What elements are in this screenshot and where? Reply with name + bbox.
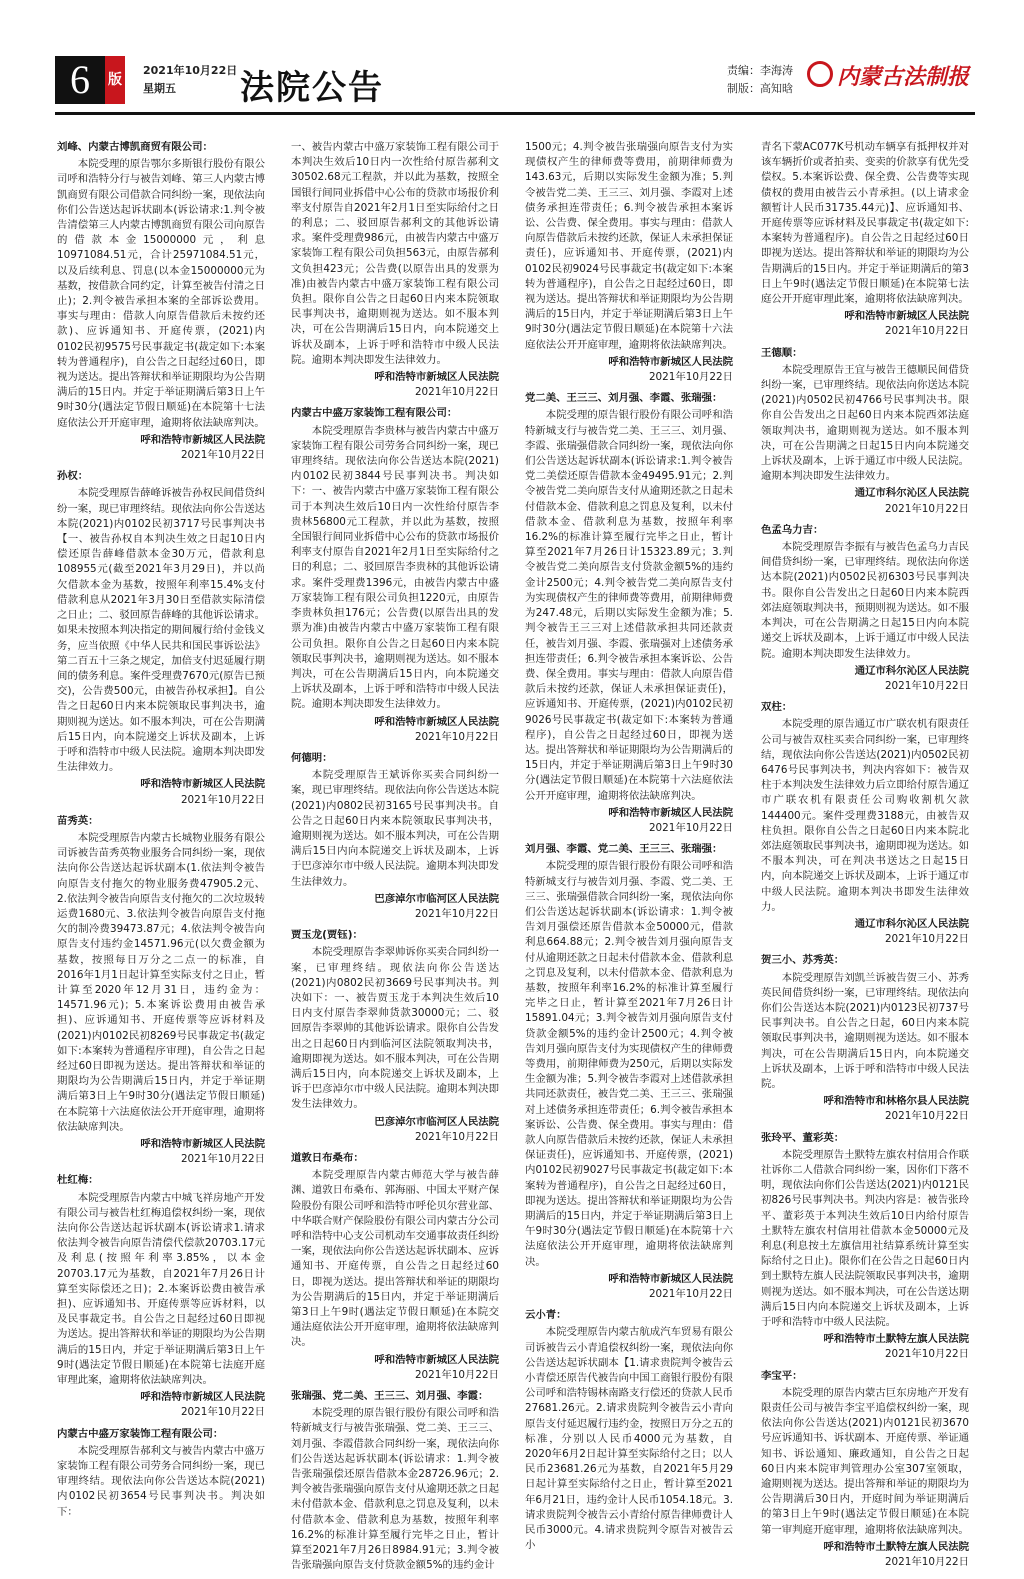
notice-date: 2021年10月22日 bbox=[414, 386, 499, 399]
court-notice bbox=[761, 1131, 969, 1363]
notice-court: 通辽市科尔沁区人民法院 bbox=[854, 487, 969, 500]
logo-icon bbox=[807, 61, 833, 87]
court-notice bbox=[525, 391, 733, 836]
notice-date: 2021年10月22日 bbox=[414, 730, 499, 743]
notice-court: 呼和浩特市新城区人民法院 bbox=[140, 1138, 265, 1150]
notice-date: 2021年10月22日 bbox=[648, 821, 733, 834]
issue-date: 2021年10月22日 bbox=[143, 64, 238, 77]
section-title: 法院公告 bbox=[240, 68, 384, 108]
court-notice bbox=[761, 346, 969, 517]
notice-court: 呼和浩特市新城区人民法院 bbox=[608, 355, 733, 368]
notice-court: 呼和浩特市土默特左旗人民法院 bbox=[823, 1333, 969, 1346]
notice-party: 杜红梅： bbox=[57, 1174, 99, 1187]
notice-party: 党二美、王三三、刘月强、李霞、张瑞强： bbox=[525, 392, 723, 405]
notice-body: 本院受理的原告通辽市广联农机有限责任公司与被告双柱买卖合同纠纷一案，已审理终结，现依法向你公告送达(2021)内0502民初6476号民事判决书，判决内容如下：被告双柱于本判决发生法律效力后立即给付原告通辽市广联农机有限责任公司购收割机欠款144400元。案件受理费3188元，由被告双柱负担。限你自公告之日起60日内来本院北郊法庭领取民事判决书，逾期即视为送达。如不服本判决，可在判决书送达之日起15日内，向本院递交上诉状及副本，上诉于通辽市中级人民法院。逾期本判决书即发生法律效力。 bbox=[761, 718, 969, 913]
notice-date: 2021年10月22日 bbox=[648, 371, 733, 384]
ban-label: 版 bbox=[105, 56, 125, 104]
notice-body: 本院受理原告王斌诉你买卖合同纠纷一案，现已审理终结。现依法向你公告送达本院(2021)内0802民初3165号民事判决书。自公告之日起60日内来本院领取民事判决书，逾期则视为送达。如不服本判决，可在公告期满后15日内向本院递交上诉状及副本，上诉于巴彦淖尔市中级人民法院。逾期本判决即发生法律效力。 bbox=[291, 769, 499, 888]
notice-body: 本院受理原告刘凯兰诉被告贺三小、苏秀英民间借贷纠纷一案，已审理终结。现依法向你们公告送达本院(2021)内0123民初737号民事判决书。自公告之日起，60日内来本院领取民事判决书，逾期则视为送达。如不服本判决，可在公告期满后15日内，向本院递交上诉状及副本，上诉于呼和浩特市中级人民法院。 bbox=[761, 971, 969, 1090]
notice-body: 本院受理原告郝利文与被告内蒙古中盛万家装饰工程有限公司劳务合同纠纷一案，现已审理终结。现依法向你公告送达本院(2021)内0102民初3654号民事判决书。判决如下： bbox=[57, 1444, 265, 1518]
notice-date: 2021年10月22日 bbox=[884, 679, 969, 692]
notice-date: 2021年10月22日 bbox=[180, 1406, 265, 1419]
notice-party: 刘月强、李霞、党二美、王三三、张瑞强： bbox=[525, 843, 723, 856]
notice-party: 贾玉龙(贾钰)： bbox=[291, 929, 363, 942]
notice-body: 本院受理的原告银行股份有限公司呼和浩特新城支行与被告党二美、王三三、刘月强、李霞、张瑞强借款合同纠纷一案，现依法向你们公告送达起诉状副本(诉讼请求:1.判令被告党二美偿还原告借款本金49495.91元；2.判令被告党二美向原告支付从逾期还款之日起未付借款本金、借款利息之罚息及复利，以未付借款本金、借款利息为基数，按照年利率16.2%的标准计算至履行完毕之日止，暂计算至2021年7月26日计15323.89元；3.判令被告党二美向原告支付贷款金额5%的违约金计2500元；4.判令被告党二美向原告支付为实现债权产生的律师费等费用，前期律师费为247.48元，后期以实际发生金额为准；5.判令被告王三三对上述借款承担共同还款责任，被告刘月强、李霞、张瑞强对上述债务承担连带责任；6.判令被告承担本案诉讼、公告费、保全费用。事实与理由：借款人向原告借款后未按约还款，保证人未承担保证责任)，应诉通知书、开庭传票，(2021)内0102民初9026号民事裁定书(裁定如下:本案转为普通程序)，自公告之日起经过60日，即视为送达。提出答辩状和举证期限均为公告期满后的15日内，并定于举证期满后第3日上午9时30分(遇法定节假日顺延)在本院第十六法庭依法公开开庭审理，逾期将依法缺席判决。 bbox=[525, 409, 733, 802]
notice-court: 呼和浩特市新城区人民法院 bbox=[374, 371, 499, 384]
notice-body: 本院受理原告李贵林与被告内蒙古中盛万家装饰工程有限公司劳务合同纠纷一案，现已审理终结。现依法向你公告送达本院(2021)内0102民初3844号民事判决书。判决如下：一、被告内蒙古中盛万家装饰工程有限公司于本判决生效后10日内一次性给付原告李贵林56800元工程款，并以此为基数，按照全国银行间同业拆借中心公布的贷款市场报价利率支付原告自2021年2月1日至实际给付之日的利息；二、驳回原告李贵林的其他诉讼请求。案件受理费1396元，由被告内蒙古中盛万家装饰工程有限公司负担1220元，由原告李贵林负担176元；公告费(以原告出具的发票为准)由被告内蒙古中盛万家装饰工程有限公司负担。限你自公告之日起60日内来本院领取民事判决书，逾期则视为送达。如不服本判决，可在公告期满后15日内，向本院递交上诉状及副本，上诉于呼和浩特市中级人民法院。逾期本判决即发生法律效力。 bbox=[291, 424, 499, 711]
court-notice bbox=[525, 140, 733, 385]
notice-body: 本院受理原告李振有与被告色孟乌力吉民间借贷纠纷一案，已审理终结。现依法向你送达本院(2021)内0502民初6303号民事判决书。限你自公告发出之日起60日内来本院西郊法庭领取判决书，预期则视为送达。如不服本判决，可在公告期满之日起15日内向本院递交上诉状及副本，上诉于通辽市中级人民法院。逾期本判决即发生法律效力。 bbox=[761, 541, 969, 660]
notice-court: 巴彦淖尔市临河区人民法院 bbox=[374, 892, 499, 905]
court-notice bbox=[761, 140, 969, 340]
notice-body: 本院受理原告薛峰诉被告孙权民间借贷纠纷一案，现已审理终结。现依法向你公告送达本院(2021)内0102民初3717号民事判决书【一、被告孙权自本判决生效之日起10日内偿还原告薛峰借款本金30万元，借款利息108955元(截至2021年3月29日)，并以尚欠借款本金为基数，按照年利率15.4%支付借款利息从2021年3月30日至借款实际清偿之日止；二、驳回原告薛峰的其他诉讼请求。如果未按照本判决指定的期间履行给付金钱义务，应当依照《中华人民共和国民事诉讼法》第二百五十三条之规定，加倍支付迟延履行期间的债务利息。案件受理费7670元(原告已预交)，公告费500元，由被告孙权承担】。自公告之日起60日内来本院领取民事判决书，逾期则视为送达。如不服本判决，可在公告期满后15日内，向本院递交上诉状及副本，上诉于呼和浩特市中级人民法院。逾期本判决即发生法律效力。 bbox=[57, 487, 265, 774]
notice-court: 呼和浩特市新城区人民法院 bbox=[608, 1272, 733, 1285]
notice-party: 内蒙古中盛万家装饰工程有限公司： bbox=[57, 1427, 224, 1440]
notice-body: 本院受理原告内蒙古中城飞祥房地产开发有限公司与被告杜红梅追偿权纠纷一案，现依法向你公告送达起诉状副本(诉讼请求1.请求依法判令被告向原告清偿代偿款20703.17元及利息(按照年利率3.85%，以本金20703.17元为基数，自2021年7月26日计算至实际偿还之日)；2.本案诉讼费由被告承担)、应诉通知书、开庭传票等应诉材料，以及民事裁定书。自公告之日起经过60日即视为送达。提出答辩状和举证的期限均为公告期满后的15日内，并定于举证期满后第3日上午9时(遇法定节假日顺延)在本院第七法庭开庭审理此案，逾期将依法缺席判决。 bbox=[57, 1191, 265, 1387]
notice-court: 呼和浩特市新城区人民法院 bbox=[844, 310, 969, 323]
notice-date: 2021年10月22日 bbox=[414, 1368, 499, 1381]
court-notice bbox=[761, 1369, 969, 1571]
notice-continuation: 一、被告内蒙古中盛万家装饰工程有限公司于本判决生效后10日内一次性给付原告郝利文30502.68元工程款，并以此为基数，按照全国银行间同业拆借中心公布的贷款市场报价利率支付原告自2021年2月1日至实际给付之日的利息；二、驳回原告郝利文的其他诉讼请求。案件受理费986元，由被告内蒙古中盛万家装饰工程有限公司负担563元，由原告郝利文负担423元；公告费(以原告出具的发票为准)由被告内蒙古中盛万家装饰工程有限公司负担。限你自公告之日起60日内来本院领取民事判决书，逾期则视为送达。如不服本判决，可在公告期满后15日内，向本院递交上诉状及副本，上诉于呼和浩特市中级人民法院。逾期本判决即发生法律效力。 bbox=[291, 141, 499, 366]
logo-text: 内蒙古法制报 bbox=[837, 64, 970, 90]
notice-party: 张玲平、董彩英： bbox=[761, 1131, 845, 1144]
notice-court: 呼和浩特市新城区人民法院 bbox=[140, 433, 265, 446]
notice-court: 通辽市科尔沁区人民法院 bbox=[854, 917, 969, 930]
court-notice bbox=[57, 140, 265, 463]
notice-body: 本院受理原告内蒙古长城物业服务有限公司诉被告苗秀英物业服务合同纠纷一案，现依法向你公告送达起诉状副本(1.依法判令被告向原告支付拖欠的物业服务费47905.2元、2.依法判令被告向原告支付拖欠的二次垃圾转运费1680元、3.依法判令被告向原告支付拖欠的制冷费39473.87元；4.依法判令被告向原告支付违约金14571.96元(以欠费金额为基数，按照每日万分之二点一的标准，自2016年1月1日起计算至实际支付之日止，暂计算至2020年12月31日，违约金为：14571.96元)；5.本案诉讼费用由被告承担)、应诉通知书、开庭传票等应诉材料及(2021)内0102民初8269号民事裁定书(裁定如下:本案转为普通程序审理)，自公告之日起经过60日即视为送达。提出答辩状和举证的期限均为公告期满后15日内，并定于举证期满后第3日上午9时30分(遇法定节假日顺延)在本院第十六法庭依法公开开庭审理，逾期将依法缺席判决。 bbox=[57, 831, 265, 1133]
header-rule bbox=[55, 112, 975, 115]
notice-date: 2021年10月22日 bbox=[180, 1153, 265, 1166]
notice-body: 本院受理原告内蒙古航成汽车贸易有限公司诉被告云小青追偿权纠纷一案，现依法向你公告送达起诉状副本【1.请求贵院判令被告云小青偿还原告代被告向中国工商银行股份有限公司呼和浩特锡林南路支行偿还的贷款人民币27681.26元。2.请求贵院判令被告云小青向原告支付延迟履行违约金，按照日万分之五的标准，分别以人民币4000元为基数，自2020年6月2日起计算至实际给付之日；以人民币23681.26元为基数，自2021年5月29日起计算至实际给付之日止，暂计算至2021年6月21日，违约金计人民币1054.18元。3.请求贵院判令被告云小青给付原告律师费计人民币3000元。4.请求贵院判令原告对被告云小 bbox=[525, 1326, 733, 1552]
notice-body: 本院受理原告李翠帅诉你买卖合同纠纷一案，已审理终结。现依法向你公告送达(2021)内0802民初3669号民事判决书。判决如下：一、被告贾玉龙于本判决生效后10日内支付原告李翠帅货款30000元；二、驳回原告李翠帅的其他诉讼请求。限你自公告发出之日起60日内到临河区法院领取判决书，逾期即视为送达。如不服本判决，可在公告期满后15日内，向本院递交上诉状及副本，上诉于巴彦淖尔市中级人民法院。逾期本判决即发生法律效力。 bbox=[291, 946, 499, 1111]
editor: 责编：李海涛 bbox=[727, 64, 793, 77]
producer: 制版：高知晗 bbox=[727, 82, 793, 95]
court-notice bbox=[761, 523, 969, 694]
notice-body: 本院受理的原告银行股份有限公司呼和浩特新城支行与被告张瑞强、党二美、王三三、刘月强、李霞借款合同纠纷一案，现依法向你们公告送达起诉状副本(诉讼请求：1.判令被告张瑞强偿还原告借款本金28726.96元；2.判令被告张瑞强向原告支付从逾期还款之日起未付借款本金、借款利息之罚息及复利，以未付借款本金、借款利息为基数，按照年利率16.2%的标准计算至履行完毕之日止，暂计算至2021年7月26日8984.91元；3.判令被告张瑞强向原告支付贷款金额5%的违约金计 bbox=[291, 1407, 499, 1572]
notice-body: 本院受理的原告内蒙古巨东房地产开发有限责任公司与被告李宝平追偿权纠纷一案，现依法向你公告送达(2021)内0121民初3670号应诉通知书、诉状副本、开庭传票、举证通知书、诉讼通知、廉政通知，自公告之日起60日内来本院审判管理办公室307室领取，逾期则视为送达。提出答辩和举证的期限均为公告期满后30日内，开庭时间为举证期满后的第3日上午9时(遇法定节假日顺延)在本院第一审判庭开庭审理，逾期将依法缺席判决。 bbox=[761, 1386, 969, 1536]
court-notice bbox=[525, 1308, 733, 1553]
notice-body: 本院受理的原告鄂尔多斯银行股份有限公司呼和浩特分行与被告刘峰、第三人内蒙古博凯商贸有限公司借款合同纠纷一案，现依法向你们公告送达起诉状副本(诉讼请求:1.判令被告清偿第三人内蒙古博凯商贸有限公司向原告的借款本金15000000元，利息10971084.51元，合计25971084.51元，以及后续利息、罚息(以本金15000000元为基数，按借款合同约定，计算至被告付清之日止)；2.判令被告承担本案的全部诉讼费用。事实与理由：借款人向原告借款后未按约还款)、应诉通知书、开庭传票，(2021)内0102民初9575号民事裁定书(裁定如下:本案转为普通程序)，自公告之日起经过60日，即视为送达。提出答辩状和举证期限均为公告期满后的15日内。并定于举证期满后第3日上午9时30分(遇法定节假日顺延)在本院第十七法庭依法公开开庭审理，逾期将依法缺席判决。 bbox=[57, 158, 265, 429]
notice-date: 2021年10月22日 bbox=[414, 1130, 499, 1143]
column-2 bbox=[291, 140, 499, 1579]
notice-court: 呼和浩特市新城区人民法院 bbox=[374, 1353, 499, 1366]
notice-date: 2021年10月22日 bbox=[884, 325, 969, 338]
court-notice bbox=[291, 140, 499, 400]
court-notice bbox=[761, 953, 969, 1124]
court-notice bbox=[291, 928, 499, 1145]
notice-party: 双柱： bbox=[761, 701, 793, 714]
notice-party: 云小青： bbox=[525, 1309, 567, 1322]
notice-court: 呼和浩特市新城区人民法院 bbox=[140, 1391, 265, 1404]
notice-date: 2021年10月22日 bbox=[884, 1110, 969, 1123]
notice-body: 本院受理的原告银行股份有限公司呼和浩特新城支行与被告刘月强、李霞、党二美、王三三、张瑞强借款合同纠纷一案，现依法向你们公告送达起诉状副本(诉讼请求：1.判令被告刘月强偿还原告借款本金50000元，借款利息664.88元；2.判令被告刘月强向原告支付从逾期还款之日起未付借款本金、借款利息之罚息及复利，以未付借款本金、借款利息为基数，按照年利率16.2%的标准计算至履行完毕之日止，暂计算至2021年7月26日计15891.04元；3.判令被告刘月强向原告支付贷款金额5%的违约金计2500元；4.判令被告刘月强向原告支付为实现债权产生的律师费等费用，前期律师费为250元，后期以实际发生金额为准；5.判令被告李霞对上述借款承担共同还款责任，被告党二美、王三三、张瑞强对上述债务承担连带责任；6.判令被告承担本案诉讼、公告费、保全费用。事实与理由：借款人向原告借款后未按约还款，保证人未承担保证责任)，应诉通知书、开庭传票，(2021)内0102民初9027号民事裁定书(裁定如下:本案转为普通程序)，自公告之日起经过60日，即视为送达。提出答辩状和举证期限均为公告期满后的15日内，并定于举证期满后第3日上午9时30分(遇法定节假日顺延)在本院第十六法庭依法公开开庭审理，逾期将依法缺席判决。 bbox=[525, 860, 733, 1268]
notice-court: 通辽市科尔沁区人民法院 bbox=[854, 664, 969, 677]
notice-continuation: 1500元；4.判令被告张瑞强向原告支付为实现债权产生的律师费等费用，前期律师费为143.63元，后期以实际发生金额为准；5.判令被告党二美、王三三、刘月强、李霞对上述债务承担连带责任；6.判令被告承担本案诉讼、公告费、保全费用。事实与理由：借款人向原告借款后未按约还款，保证人未承担保证责任)，应诉通知书、开庭传票，(2021)内0102民初9024号民事裁定书(裁定如下:本案转为普通程序)，自公告之日起经过60日，即视为送达。提出答辩状和举证期限均为公告期满后的15日内，并定于举证期满后第3日上午9时30分(遇法定节假日顺延)在本院第十六法庭依法公开开庭审理，逾期将依法缺席判决。 bbox=[525, 141, 733, 351]
notice-date: 2021年10月22日 bbox=[884, 502, 969, 515]
court-notice bbox=[291, 751, 499, 922]
court-notice bbox=[525, 842, 733, 1302]
court-notice bbox=[57, 469, 265, 807]
notice-court: 呼和浩特市新城区人民法院 bbox=[140, 778, 265, 791]
notice-party: 道敦日布桑布： bbox=[291, 1152, 364, 1164]
notice-court: 呼和浩特市新城区人民法院 bbox=[374, 715, 499, 728]
notice-continuation: 青名下蒙AC077K号机动车辆享有抵押权并对该车辆折价或者拍卖、变卖的价款享有优先受偿权。5.本案诉讼费、保全费、公告费等实现债权的费用由被告云小青承担。(以上请求金额暂计人民币31735.44元)】、应诉通知书、开庭传票等应诉材料及民事裁定书(裁定如下:本案转为普通程序)。自公告之日起经过60日即视为送达。提出答辩状和举证的期限均为公告期满后的15日内。并定于举证期满后的第3日上午9时(遇法定节假日顺延)在本院第七法庭公开开庭审理此案，逾期将依法缺席判决。 bbox=[761, 141, 969, 306]
page-number: 6 bbox=[55, 56, 105, 104]
court-notice bbox=[57, 1173, 265, 1420]
notice-party: 孙权： bbox=[57, 470, 89, 483]
notice-party: 贺三小、苏秀英： bbox=[761, 954, 845, 967]
court-notice bbox=[291, 406, 499, 744]
notice-body: 本院受理原告内蒙古师范大学与被告薛渊、道敦日布桑布、郭海丽、中国太平财产保险股份有限公司呼和浩特市呼伦贝尔营业部、中华联合财产保险股份有限公司内蒙古分公司呼和浩特中心支公司机动车交通事故责任纠纷一案，现依法向你公告送达起诉状副本、应诉通知书、开庭传票，自公告之日起经过60日，即视为送达。提出答辩状和举证的期限均为公告期满后的15日内，并定于举证期满后第3日上午9时(遇法定节假日顺延)在本院交通法庭依法公开开庭审理，逾期将依法缺席判决。 bbox=[291, 1169, 499, 1349]
editor-credits bbox=[727, 62, 793, 98]
court-notice bbox=[57, 1427, 265, 1520]
notice-party: 色孟乌力吉： bbox=[761, 523, 824, 536]
notice-party: 王德顺： bbox=[761, 346, 803, 359]
notice-date: 2021年10月22日 bbox=[180, 793, 265, 806]
notice-party: 张瑞强、党二美、王三三、刘月强、李霞： bbox=[291, 1390, 489, 1403]
notice-party: 刘峰、内蒙古博凯商贸有限公司： bbox=[57, 141, 213, 153]
notice-court: 呼和浩特市新城区人民法院 bbox=[608, 806, 733, 819]
notice-date: 2021年10月22日 bbox=[648, 1288, 733, 1301]
notice-date: 2021年10月22日 bbox=[414, 907, 499, 920]
notice-date: 2021年10月22日 bbox=[884, 1348, 969, 1361]
notice-court: 巴彦淖尔市临河区人民法院 bbox=[374, 1115, 499, 1128]
column-1 bbox=[57, 140, 265, 1526]
column-4 bbox=[761, 140, 969, 1576]
notice-date: 2021年10月22日 bbox=[884, 1556, 969, 1569]
notice-party: 何德明： bbox=[291, 751, 333, 764]
notice-body: 本院受理原告王宜与被告王德顺民间借贷纠纷一案，已审理终结。现依法向你送达本院(2021)内0502民初4766号民事判决书。限你自公告发出之日起60日内来本院西郊法庭领取判决书，逾期则视为送达。如不服本判决，可在公告期满之日起15日内向本院递交上诉状及副本，上诉于通辽市中级人民法院。逾期本判决即发生法律效力。 bbox=[761, 363, 969, 483]
notice-court: 呼和浩特市土默特左旗人民法院 bbox=[823, 1540, 969, 1553]
issue-weekday: 星期五 bbox=[143, 82, 176, 95]
court-notice bbox=[57, 814, 265, 1168]
page-header bbox=[55, 56, 975, 112]
notice-party: 苗秀英： bbox=[57, 814, 99, 827]
notice-date: 2021年10月22日 bbox=[180, 449, 265, 462]
notice-court: 呼和浩特市和林格尔县人民法院 bbox=[823, 1095, 969, 1108]
notice-body: 本院受理原告土默特左旗农村信用合作联社诉你二人借款合同纠纷一案，因你们下落不明，现依法向你们公告送达(2021)内0121民初826号民事判决书。判决内容是：被告张玲平、董彩英于本判决生效后10日内给付原告土默特左旗农村信用社借款本金50000元及利息(利息按土左旗信用社结算系统计算至实际给付之日止)。限你们在公告之日起60日内到土默特左旗人民法院领取民事判决书，逾期则视为送达。如不服本判决，可在公告送达期满后15日内向本院递交上诉状及副本，上诉于呼和浩特市中级人民法院。 bbox=[761, 1148, 969, 1329]
court-notice bbox=[291, 1389, 499, 1573]
court-notice bbox=[761, 700, 969, 947]
newspaper-logo bbox=[807, 60, 972, 90]
notice-party: 李宝平： bbox=[761, 1369, 803, 1382]
court-notice bbox=[291, 1151, 499, 1383]
notice-party: 内蒙古中盛万家装饰工程有限公司： bbox=[291, 407, 458, 420]
column-3 bbox=[525, 140, 733, 1559]
issue-date-block bbox=[143, 62, 237, 98]
notice-date: 2021年10月22日 bbox=[884, 933, 969, 946]
